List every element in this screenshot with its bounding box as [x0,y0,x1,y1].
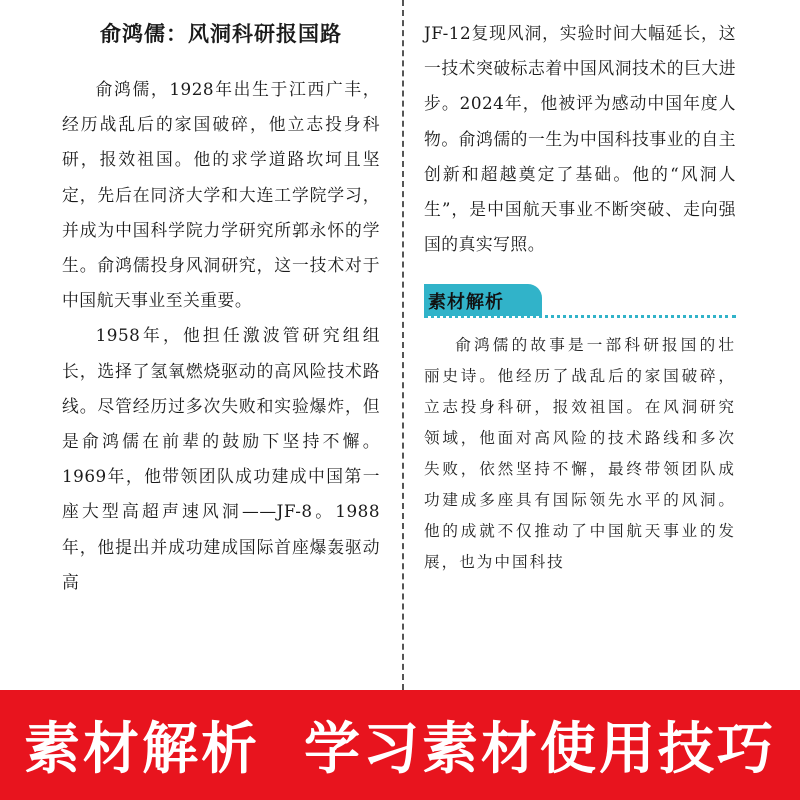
left-column [62,18,380,600]
article-continuation: JF-12复现风洞，实验时间大幅延长，这一技术突破标志着中国风洞技术的巨大进步。2024年，他被评为感动中国年度人物。俞鸿儒的一生为中国科技事业的自主创新和超越奠定了基础。他的“风洞人生”，是中国航天事业不断突破、走向强国的真实写照。 [424,23,736,255]
analysis-dotted-rule [424,315,736,318]
right-column [424,16,736,578]
column-divider [402,0,404,690]
banner-right-label: 学习素材使用技巧 [304,717,776,782]
analysis-heading: 素材解析 [428,292,504,314]
article-title: 俞鸿儒：风洞科研报国路 [100,22,342,46]
banner-left-label: 素材解析 [24,717,260,782]
article-paragraph-1: 俞鸿儒，1928年出生于江西广丰，经历战乱后的家国破碎，他立志投身科研，报效祖国。他的求学道路坎坷且坚定，先后在同济大学和大连工学院学习，并成为中国科学院力学研究所郭永怀的学生。俞鸿儒投身风洞研究，这一技术对于中国航天事业至关重要。 [62,79,380,311]
analysis-header [424,284,736,316]
banner-text [24,705,776,785]
promo-banner [0,690,800,800]
analysis-text: 俞鸿儒的故事是一部科研报国的壮丽史诗。他经历了战乱后的家国破碎，立志投身科研，报效祖国。在风洞研究领域，他面对高风险的技术路线和多次失败，依然坚持不懈，最终带领团队成功建成多座具有国际领先水平的风洞。他的成就不仅推动了中国航天事业的发展，也为中国科技 [424,336,736,572]
article-paragraph-2: 1958年，他担任激波管研究组组长，选择了氢氧燃烧驱动的高风险技术路线。尽管经历过多次失败和实验爆炸，但是俞鸿儒在前辈的鼓励下坚持不懈。1969年，他带领团队成功建成中国第一座大型高超声速风洞——JF-8。1988年，他提出并成功建成国际首座爆轰驱动高 [62,325,380,592]
